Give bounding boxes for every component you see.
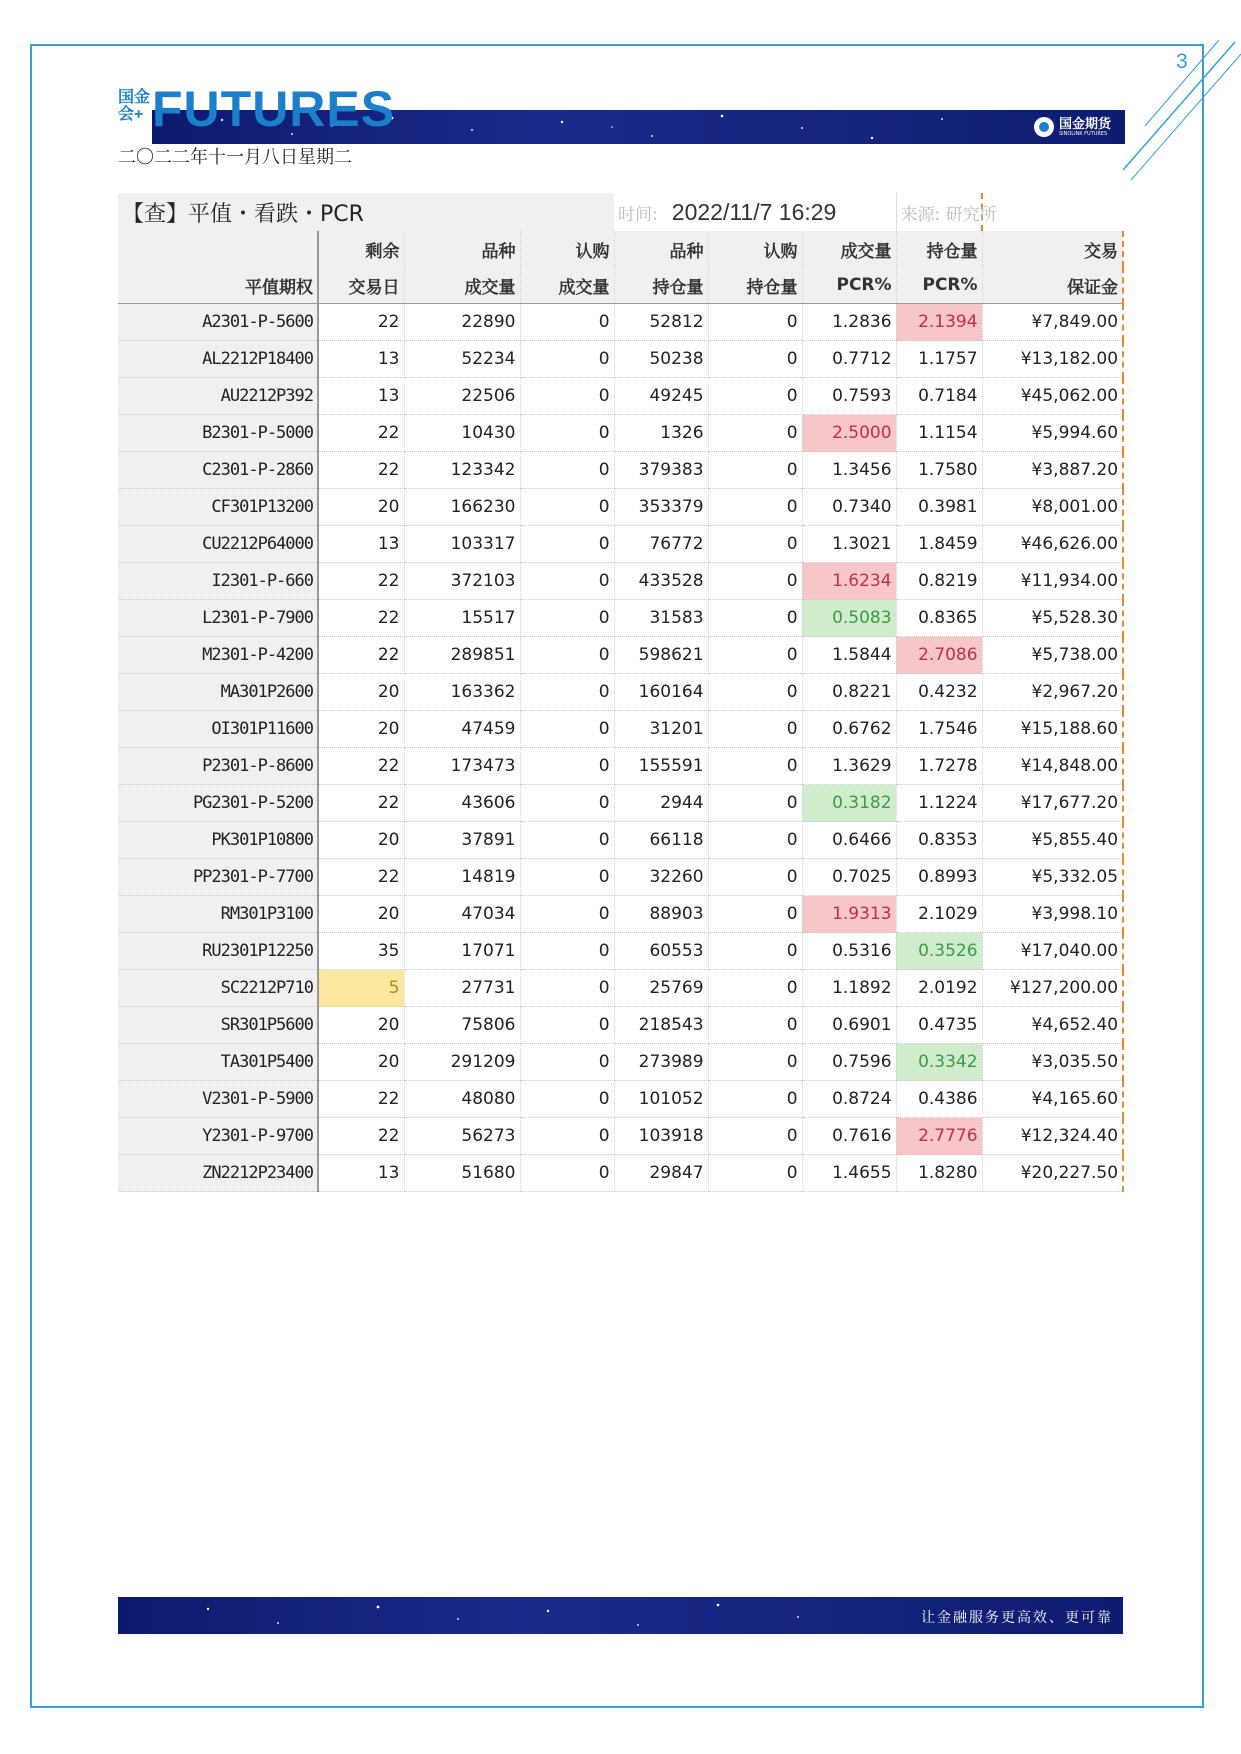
days-left-cell: 22 xyxy=(318,785,404,822)
table-row xyxy=(118,748,1123,785)
volume-pcr-cell: 1.5844 xyxy=(802,637,896,674)
volume-pcr-cell: 0.7340 xyxy=(802,489,896,526)
call-oi-cell: 0 xyxy=(708,1081,802,1118)
option-name-cell: SR301P5600 xyxy=(118,1007,318,1044)
open-interest-cell: 1326 xyxy=(614,415,708,452)
volume-pcr-cell: 0.6466 xyxy=(802,822,896,859)
table-row xyxy=(118,563,1123,600)
option-name-cell: AL2212P18400 xyxy=(118,341,318,378)
table-row xyxy=(118,1155,1123,1192)
column-header: PCR% xyxy=(896,267,982,304)
column-header: 认购 xyxy=(708,231,802,267)
option-name-cell: AU2212P392 xyxy=(118,378,318,415)
call-volume-cell: 0 xyxy=(520,637,614,674)
margin-cell: ¥3,887.20 xyxy=(982,452,1123,489)
call-volume-cell: 0 xyxy=(520,1044,614,1081)
oi-pcr-cell: 0.7184 xyxy=(896,378,982,415)
volume-pcr-cell: 1.3629 xyxy=(802,748,896,785)
margin-cell: ¥5,528.30 xyxy=(982,600,1123,637)
days-left-cell: 20 xyxy=(318,489,404,526)
volume-cell: 103317 xyxy=(404,526,520,563)
option-name-cell: OI301P11600 xyxy=(118,711,318,748)
oi-pcr-cell: 2.7776 xyxy=(896,1118,982,1155)
open-interest-cell: 52812 xyxy=(614,304,708,341)
table-row xyxy=(118,600,1123,637)
oi-pcr-cell: 1.8280 xyxy=(896,1155,982,1192)
option-name-cell: CF301P13200 xyxy=(118,489,318,526)
option-name-cell: RM301P3100 xyxy=(118,896,318,933)
oi-pcr-cell: 0.4735 xyxy=(896,1007,982,1044)
option-name-cell: A2301-P-5600 xyxy=(118,304,318,341)
open-interest-cell: 60553 xyxy=(614,933,708,970)
volume-pcr-cell: 1.9313 xyxy=(802,896,896,933)
call-oi-cell: 0 xyxy=(708,748,802,785)
column-header: 保证金 xyxy=(982,267,1123,304)
volume-cell: 372103 xyxy=(404,563,520,600)
open-interest-cell: 160164 xyxy=(614,674,708,711)
column-header: 品种 xyxy=(404,231,520,267)
open-interest-cell: 76772 xyxy=(614,526,708,563)
volume-cell: 52234 xyxy=(404,341,520,378)
oi-pcr-cell: 0.3342 xyxy=(896,1044,982,1081)
table-header-row xyxy=(118,231,1123,267)
call-oi-cell: 0 xyxy=(708,637,802,674)
call-volume-cell: 0 xyxy=(520,896,614,933)
open-interest-cell: 103918 xyxy=(614,1118,708,1155)
table-row xyxy=(118,785,1123,822)
option-name-cell: RU2301P12250 xyxy=(118,933,318,970)
call-volume-cell: 0 xyxy=(520,785,614,822)
days-left-cell: 22 xyxy=(318,304,404,341)
option-name-cell: I2301-P-660 xyxy=(118,563,318,600)
call-oi-cell: 0 xyxy=(708,452,802,489)
call-oi-cell: 0 xyxy=(708,600,802,637)
volume-pcr-cell: 0.8724 xyxy=(802,1081,896,1118)
call-volume-cell: 0 xyxy=(520,1118,614,1155)
days-left-cell: 22 xyxy=(318,1118,404,1155)
call-volume-cell: 0 xyxy=(520,378,614,415)
volume-pcr-cell: 1.3021 xyxy=(802,526,896,563)
volume-cell: 173473 xyxy=(404,748,520,785)
margin-cell: ¥2,967.20 xyxy=(982,674,1123,711)
margin-cell: ¥5,855.40 xyxy=(982,822,1123,859)
oi-pcr-cell: 0.4386 xyxy=(896,1081,982,1118)
days-left-cell: 13 xyxy=(318,526,404,563)
days-left-cell: 20 xyxy=(318,711,404,748)
logo-futures: FUTURES xyxy=(152,81,396,137)
volume-pcr-cell: 0.5083 xyxy=(802,600,896,637)
volume-pcr-cell: 0.7712 xyxy=(802,341,896,378)
oi-pcr-cell: 1.7546 xyxy=(896,711,982,748)
volume-cell: 123342 xyxy=(404,452,520,489)
option-name-cell: ZN2212P23400 xyxy=(118,1155,318,1192)
call-volume-cell: 0 xyxy=(520,822,614,859)
open-interest-cell: 50238 xyxy=(614,341,708,378)
table-title: 【查】平值・看跌・PCR xyxy=(118,193,614,231)
margin-cell: ¥4,652.40 xyxy=(982,1007,1123,1044)
oi-pcr-cell: 0.8353 xyxy=(896,822,982,859)
open-interest-cell: 49245 xyxy=(614,378,708,415)
logo-circle-icon xyxy=(1034,117,1054,137)
volume-cell: 289851 xyxy=(404,637,520,674)
call-oi-cell: 0 xyxy=(708,933,802,970)
oi-pcr-cell: 0.4232 xyxy=(896,674,982,711)
company-logo xyxy=(1034,115,1111,139)
days-left-cell: 20 xyxy=(318,1007,404,1044)
oi-pcr-cell: 1.7580 xyxy=(896,452,982,489)
column-header xyxy=(118,231,318,267)
call-oi-cell: 0 xyxy=(708,970,802,1007)
open-interest-cell: 379383 xyxy=(614,452,708,489)
call-volume-cell: 0 xyxy=(520,748,614,785)
option-name-cell: P2301-P-8600 xyxy=(118,748,318,785)
company-name: 国金期货 xyxy=(1058,116,1111,132)
call-volume-cell: 0 xyxy=(520,452,614,489)
call-oi-cell: 0 xyxy=(708,674,802,711)
call-oi-cell: 0 xyxy=(708,896,802,933)
days-left-cell: 13 xyxy=(318,1155,404,1192)
oi-pcr-cell: 2.1394 xyxy=(896,304,982,341)
column-header: 持仓量 xyxy=(708,267,802,304)
table-row xyxy=(118,378,1123,415)
oi-pcr-cell: 2.1029 xyxy=(896,896,982,933)
volume-pcr-cell: 0.6762 xyxy=(802,711,896,748)
days-left-cell: 20 xyxy=(318,822,404,859)
call-oi-cell: 0 xyxy=(708,415,802,452)
margin-cell: ¥3,035.50 xyxy=(982,1044,1123,1081)
call-oi-cell: 0 xyxy=(708,859,802,896)
option-name-cell: PK301P10800 xyxy=(118,822,318,859)
table-header-row xyxy=(118,267,1123,304)
volume-pcr-cell: 0.7596 xyxy=(802,1044,896,1081)
days-left-cell: 22 xyxy=(318,1081,404,1118)
margin-cell: ¥127,200.00 xyxy=(982,970,1123,1007)
call-volume-cell: 0 xyxy=(520,563,614,600)
call-oi-cell: 0 xyxy=(708,822,802,859)
open-interest-cell: 25769 xyxy=(614,970,708,1007)
volume-pcr-cell: 1.1892 xyxy=(802,970,896,1007)
table-row xyxy=(118,489,1123,526)
margin-cell: ¥5,332.05 xyxy=(982,859,1123,896)
margin-cell: ¥8,001.00 xyxy=(982,489,1123,526)
call-oi-cell: 0 xyxy=(708,526,802,563)
days-left-cell: 22 xyxy=(318,748,404,785)
table-row xyxy=(118,304,1123,341)
table-row xyxy=(118,1081,1123,1118)
days-left-cell: 22 xyxy=(318,859,404,896)
call-oi-cell: 0 xyxy=(708,378,802,415)
volume-cell: 22506 xyxy=(404,378,520,415)
open-interest-cell: 29847 xyxy=(614,1155,708,1192)
open-interest-cell: 88903 xyxy=(614,896,708,933)
option-name-cell: M2301-P-4200 xyxy=(118,637,318,674)
call-volume-cell: 0 xyxy=(520,304,614,341)
oi-pcr-cell: 1.8459 xyxy=(896,526,982,563)
volume-cell: 47459 xyxy=(404,711,520,748)
days-left-cell: 22 xyxy=(318,637,404,674)
call-oi-cell: 0 xyxy=(708,785,802,822)
option-name-cell: V2301-P-5900 xyxy=(118,1081,318,1118)
volume-cell: 166230 xyxy=(404,489,520,526)
open-interest-cell: 31201 xyxy=(614,711,708,748)
call-oi-cell: 0 xyxy=(708,711,802,748)
margin-cell: ¥7,849.00 xyxy=(982,304,1123,341)
margin-cell: ¥5,738.00 xyxy=(982,637,1123,674)
margin-cell: ¥20,227.50 xyxy=(982,1155,1123,1192)
open-interest-cell: 353379 xyxy=(614,489,708,526)
table-row xyxy=(118,1118,1123,1155)
margin-cell: ¥45,062.00 xyxy=(982,378,1123,415)
volume-pcr-cell: 1.3456 xyxy=(802,452,896,489)
open-interest-cell: 218543 xyxy=(614,1007,708,1044)
table-row xyxy=(118,526,1123,563)
footer-slogan: 让金融服务更高效、更可靠 xyxy=(921,1610,1113,1626)
volume-cell: 75806 xyxy=(404,1007,520,1044)
table-row xyxy=(118,896,1123,933)
volume-pcr-cell: 0.7025 xyxy=(802,859,896,896)
open-interest-cell: 2944 xyxy=(614,785,708,822)
days-left-cell: 13 xyxy=(318,378,404,415)
table-row xyxy=(118,1007,1123,1044)
volume-cell: 163362 xyxy=(404,674,520,711)
volume-cell: 37891 xyxy=(404,822,520,859)
column-header: 成交量 xyxy=(802,231,896,267)
call-volume-cell: 0 xyxy=(520,341,614,378)
column-header: 平值期权 xyxy=(118,267,318,304)
volume-cell: 291209 xyxy=(404,1044,520,1081)
time-label-text: 时间: xyxy=(618,204,658,225)
footer-band xyxy=(118,1597,1123,1634)
option-name-cell: TA301P5400 xyxy=(118,1044,318,1081)
oi-pcr-cell: 1.7278 xyxy=(896,748,982,785)
margin-cell: ¥46,626.00 xyxy=(982,526,1123,563)
volume-pcr-cell: 0.7593 xyxy=(802,378,896,415)
option-name-cell: SC2212P710 xyxy=(118,970,318,1007)
volume-pcr-cell: 1.6234 xyxy=(802,563,896,600)
open-interest-cell: 32260 xyxy=(614,859,708,896)
table-row xyxy=(118,970,1123,1007)
column-header: 成交量 xyxy=(520,267,614,304)
margin-cell: ¥17,677.20 xyxy=(982,785,1123,822)
volume-pcr-cell: 0.5316 xyxy=(802,933,896,970)
table-row xyxy=(118,341,1123,378)
volume-pcr-cell: 1.2836 xyxy=(802,304,896,341)
column-header: PCR% xyxy=(802,267,896,304)
table-row xyxy=(118,822,1123,859)
days-left-cell: 22 xyxy=(318,563,404,600)
open-interest-cell: 31583 xyxy=(614,600,708,637)
margin-cell: ¥3,998.10 xyxy=(982,896,1123,933)
oi-pcr-cell: 0.8993 xyxy=(896,859,982,896)
volume-cell: 48080 xyxy=(404,1081,520,1118)
margin-cell: ¥17,040.00 xyxy=(982,933,1123,970)
call-oi-cell: 0 xyxy=(708,489,802,526)
call-oi-cell: 0 xyxy=(708,1007,802,1044)
open-interest-cell: 155591 xyxy=(614,748,708,785)
call-oi-cell: 0 xyxy=(708,1044,802,1081)
volume-pcr-cell: 0.8221 xyxy=(802,674,896,711)
days-left-cell: 20 xyxy=(318,674,404,711)
call-oi-cell: 0 xyxy=(708,341,802,378)
margin-cell: ¥11,934.00 xyxy=(982,563,1123,600)
call-oi-cell: 0 xyxy=(708,1118,802,1155)
open-interest-cell: 598621 xyxy=(614,637,708,674)
margin-cell: ¥15,188.60 xyxy=(982,711,1123,748)
pcr-table xyxy=(118,193,1124,1192)
column-header: 持仓量 xyxy=(614,267,708,304)
call-volume-cell: 0 xyxy=(520,1007,614,1044)
call-volume-cell: 0 xyxy=(520,933,614,970)
time-value xyxy=(614,193,896,231)
margin-cell: ¥4,165.60 xyxy=(982,1081,1123,1118)
days-left-cell: 13 xyxy=(318,341,404,378)
margin-cell: ¥5,994.60 xyxy=(982,415,1123,452)
column-header: 品种 xyxy=(614,231,708,267)
option-name-cell: Y2301-P-9700 xyxy=(118,1118,318,1155)
days-left-cell: 5 xyxy=(318,970,404,1007)
days-left-cell: 22 xyxy=(318,415,404,452)
call-volume-cell: 0 xyxy=(520,489,614,526)
volume-cell: 51680 xyxy=(404,1155,520,1192)
option-name-cell: CU2212P64000 xyxy=(118,526,318,563)
company-name-en: SINOLINK FUTURES xyxy=(1058,130,1108,137)
page-number: 3 xyxy=(1176,50,1188,73)
volume-cell: 22890 xyxy=(404,304,520,341)
call-oi-cell: 0 xyxy=(708,304,802,341)
oi-pcr-cell: 1.1224 xyxy=(896,785,982,822)
volume-cell: 15517 xyxy=(404,600,520,637)
table-row xyxy=(118,452,1123,489)
oi-pcr-cell: 2.7086 xyxy=(896,637,982,674)
oi-pcr-cell: 2.0192 xyxy=(896,970,982,1007)
call-volume-cell: 0 xyxy=(520,600,614,637)
source-label: 来源: 研究所 xyxy=(896,193,982,231)
column-header: 交易 xyxy=(982,231,1123,267)
open-interest-cell: 66118 xyxy=(614,822,708,859)
option-name-cell: PP2301-P-7700 xyxy=(118,859,318,896)
volume-cell: 27731 xyxy=(404,970,520,1007)
call-volume-cell: 0 xyxy=(520,415,614,452)
call-volume-cell: 0 xyxy=(520,674,614,711)
option-name-cell: PG2301-P-5200 xyxy=(118,785,318,822)
table-row xyxy=(118,859,1123,896)
time-value-text: 2022/11/7 16:29 xyxy=(671,198,837,225)
report-date: 二〇二二年十一月八日星期二 xyxy=(118,147,352,168)
oi-pcr-cell: 0.3981 xyxy=(896,489,982,526)
oi-pcr-cell: 0.3526 xyxy=(896,933,982,970)
days-left-cell: 22 xyxy=(318,600,404,637)
call-volume-cell: 0 xyxy=(520,970,614,1007)
option-name-cell: L2301-P-7900 xyxy=(118,600,318,637)
call-volume-cell: 0 xyxy=(520,859,614,896)
margin-cell: ¥14,848.00 xyxy=(982,748,1123,785)
table-row xyxy=(118,933,1123,970)
oi-pcr-cell: 0.8365 xyxy=(896,600,982,637)
call-volume-cell: 0 xyxy=(520,526,614,563)
volume-cell: 14819 xyxy=(404,859,520,896)
open-interest-cell: 101052 xyxy=(614,1081,708,1118)
table-title-row xyxy=(118,193,1123,231)
oi-pcr-cell: 1.1757 xyxy=(896,341,982,378)
option-name-cell: C2301-P-2860 xyxy=(118,452,318,489)
table-row xyxy=(118,415,1123,452)
volume-pcr-cell: 0.6901 xyxy=(802,1007,896,1044)
open-interest-cell: 273989 xyxy=(614,1044,708,1081)
open-interest-cell: 433528 xyxy=(614,563,708,600)
margin-cell: ¥12,324.40 xyxy=(982,1118,1123,1155)
days-left-cell: 20 xyxy=(318,1044,404,1081)
call-volume-cell: 0 xyxy=(520,1081,614,1118)
volume-pcr-cell: 0.3182 xyxy=(802,785,896,822)
days-left-cell: 35 xyxy=(318,933,404,970)
call-oi-cell: 0 xyxy=(708,1155,802,1192)
option-name-cell: B2301-P-5000 xyxy=(118,415,318,452)
volume-pcr-cell: 1.4655 xyxy=(802,1155,896,1192)
volume-cell: 56273 xyxy=(404,1118,520,1155)
margin-cell: ¥13,182.00 xyxy=(982,341,1123,378)
volume-pcr-cell: 2.5000 xyxy=(802,415,896,452)
table-row xyxy=(118,674,1123,711)
option-name-cell: MA301P2600 xyxy=(118,674,318,711)
table-row xyxy=(118,1044,1123,1081)
table-row xyxy=(118,711,1123,748)
oi-pcr-cell: 1.1154 xyxy=(896,415,982,452)
oi-pcr-cell: 0.8219 xyxy=(896,563,982,600)
volume-cell: 17071 xyxy=(404,933,520,970)
column-header: 持仓量 xyxy=(896,231,982,267)
call-volume-cell: 0 xyxy=(520,711,614,748)
volume-cell: 47034 xyxy=(404,896,520,933)
volume-cell: 43606 xyxy=(404,785,520,822)
call-volume-cell: 0 xyxy=(520,1155,614,1192)
column-header: 认购 xyxy=(520,231,614,267)
days-left-cell: 22 xyxy=(318,452,404,489)
column-header: 交易日 xyxy=(318,267,404,304)
column-header: 剩余 xyxy=(318,231,404,267)
call-oi-cell: 0 xyxy=(708,563,802,600)
volume-pcr-cell: 0.7616 xyxy=(802,1118,896,1155)
volume-cell: 10430 xyxy=(404,415,520,452)
table-row xyxy=(118,637,1123,674)
logo-small: 国金会+ xyxy=(118,89,151,123)
column-header: 成交量 xyxy=(404,267,520,304)
days-left-cell: 20 xyxy=(318,896,404,933)
